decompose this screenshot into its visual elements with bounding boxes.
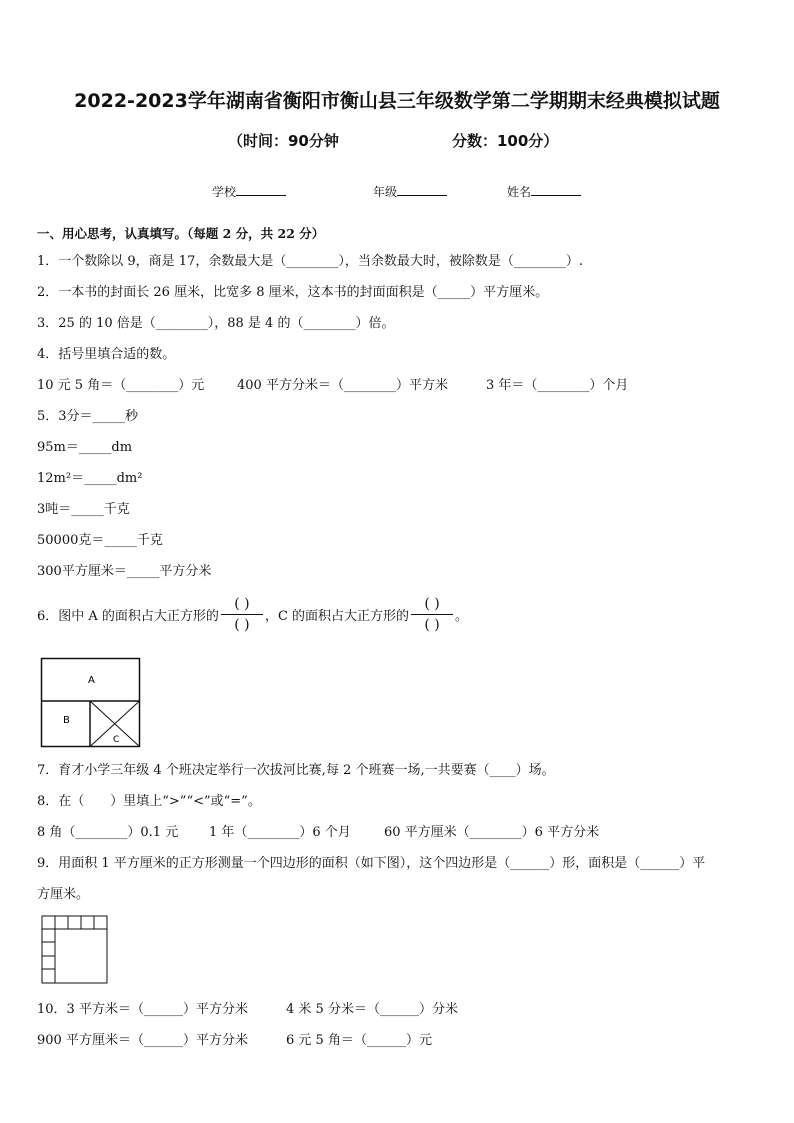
grade-field[interactable] — [373, 183, 447, 200]
question-4c: 3 年＝（________）个月 — [486, 378, 629, 393]
page-title: 2022-2023学年湖南省衡阳市衡山县三年级数学第二学期期末经典模拟试题 — [74, 90, 720, 112]
grade-label: 年级 — [373, 185, 398, 199]
question-5b: 12m²＝_____dm² — [37, 471, 143, 486]
grade-blank[interactable] — [397, 183, 447, 196]
question-6-text-a: 6．图中 A 的面积占大正方形的 — [37, 609, 219, 624]
question-3: 3．25 的 10 倍是（________），88 是 4 的（________）倍。 — [37, 316, 395, 331]
question-8b: 1 年（________）6 个月 — [209, 825, 351, 840]
question-10c: 900 平方厘米＝（______）平方分米 — [37, 1033, 248, 1048]
fraction-a-numerator: ( ) — [234, 596, 250, 612]
school-field[interactable] — [212, 183, 286, 200]
exam-time: （时间：90分钟 — [228, 132, 339, 150]
fraction-c-denominator: ( ) — [424, 617, 440, 633]
question-10a: 10．3 平方米＝（______）平方分米 — [37, 1002, 248, 1017]
question-7: 7．育才小学三年级 4 个班决定举行一次拔河比赛,每 2 个班赛一场,一共要赛（____）场。 — [37, 763, 555, 778]
question-4a: 10 元 5 角＝（________）元 — [37, 378, 205, 393]
label-b: B — [63, 715, 70, 726]
question-1: 1．一个数除以 9，商是 17，余数最大是（________），当余数最大时，被除数是（________）. — [37, 254, 583, 269]
question-10b: 4 米 5 分米＝（______）分米 — [286, 1002, 458, 1017]
school-label: 学校 — [212, 185, 237, 199]
question-8c: 60 平方厘米（________）6 平方分米 — [384, 825, 600, 840]
label-a: A — [88, 675, 95, 686]
question-9-line-1: 9．用面积 1 平方厘米的正方形测量一个四边形的面积（如下图），这个四边形是（______）形，面积是（______）平 — [37, 856, 706, 871]
question-6 — [37, 594, 468, 635]
exam-score: 分数：100分） — [452, 132, 559, 150]
question-10d: 6 元 5 角＝（______）元 — [286, 1033, 432, 1048]
grid-figure — [41, 915, 109, 985]
square-figure — [40, 657, 142, 749]
question-6-end: 。 — [455, 609, 469, 624]
school-blank[interactable] — [236, 183, 286, 196]
question-5d: 50000克＝_____千克 — [37, 533, 163, 548]
question-8: 8．在（ ）里填上“>”“<”或“=”。 — [37, 794, 261, 809]
fraction-a[interactable] — [221, 594, 263, 635]
fraction-c[interactable] — [411, 594, 453, 635]
question-4: 4．括号里填合适的数。 — [37, 347, 176, 362]
question-5: 5．3分＝_____秒 — [37, 409, 139, 424]
question-6-text-b: ，C 的面积占大正方形的 — [264, 609, 410, 624]
fraction-c-numerator: ( ) — [424, 596, 440, 612]
question-8a: 8 角（________）0.1 元 — [37, 825, 179, 840]
question-4b: 400 平方分米＝（________）平方米 — [237, 378, 448, 393]
question-9-line-2: 方厘米。 — [37, 887, 90, 902]
name-field[interactable] — [507, 183, 581, 200]
grid-outline — [42, 916, 107, 983]
question-2: 2．一本书的封面长 26 厘米，比宽多 8 厘米，这本书的封面面积是（_____）平方厘米。 — [37, 285, 549, 300]
name-blank[interactable] — [531, 183, 581, 196]
question-5c: 3吨＝_____千克 — [37, 502, 130, 517]
question-5a: 95m＝_____dm — [37, 440, 133, 455]
question-5e: 300平方厘米＝_____平方分米 — [37, 564, 212, 579]
section-heading: 一、用心思考，认真填写。（每题 2 分，共 22 分） — [37, 226, 325, 241]
label-c: C — [113, 735, 120, 745]
name-label: 姓名 — [507, 185, 532, 199]
fraction-a-denominator: ( ) — [234, 617, 250, 633]
